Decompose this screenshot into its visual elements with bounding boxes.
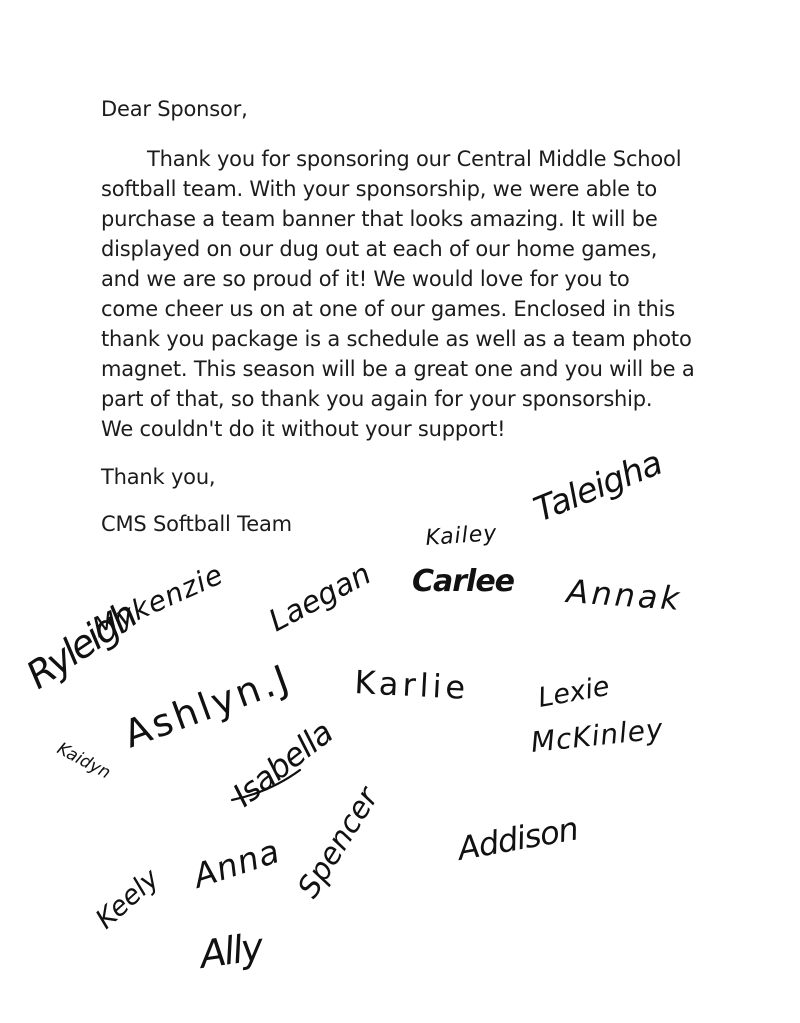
- letter-body-line: displayed on our dug out at each of our home games,: [101, 237, 658, 261]
- signature-karlie: [354, 663, 470, 707]
- svg-text:Addison: Addison: [454, 809, 581, 868]
- svg-text:Mykenzie: Mykenzie: [87, 557, 229, 645]
- signature-carlee: [412, 564, 515, 599]
- svg-text:Carlee: Carlee: [412, 564, 515, 599]
- signature-annak: [563, 572, 683, 618]
- letter-closing: Thank you,: [101, 465, 216, 489]
- letter-body-line: come cheer us on at one of our games. Enclosed in this: [101, 297, 676, 321]
- svg-text:Spencer: Spencer: [291, 781, 386, 905]
- signature-ally: [194, 924, 267, 977]
- letter-body-line: thank you package is a schedule as well as a team photo: [101, 327, 692, 351]
- signature-taleigha: [528, 443, 667, 530]
- svg-text:Kailey: Kailey: [424, 521, 499, 551]
- letter-body-line: softball team. With your sponsorship, we were able to: [101, 177, 658, 201]
- signature-kailey: [425, 521, 498, 551]
- signature-ashlyn-j: [118, 655, 297, 756]
- svg-text:McKinley: McKinley: [529, 712, 666, 759]
- signature-lexie: [536, 671, 612, 714]
- letter-body-line: We couldn't do it without your support!: [101, 417, 506, 441]
- svg-text:Ryleigh: Ryleigh: [18, 593, 144, 698]
- letter-body-line: part of that, so thank you again for your sponsorship.: [101, 387, 653, 411]
- signature-isabella: [226, 713, 340, 814]
- svg-text:Taleigha: Taleigha: [528, 443, 668, 531]
- letter-greeting: Dear Sponsor,: [101, 97, 248, 121]
- svg-text:Keely: Keely: [89, 863, 166, 936]
- signature-laegan: [263, 557, 377, 640]
- signature-kaidyn: [54, 739, 114, 784]
- letter-body-line: magnet. This season will be a great one and you will be a: [101, 357, 695, 381]
- svg-text:Kaidyn: Kaidyn: [53, 738, 114, 784]
- signature-mckinley: [529, 712, 665, 759]
- svg-text:Lexie: Lexie: [535, 670, 612, 714]
- signature-anna: [187, 831, 285, 896]
- svg-text:Laegan: Laegan: [263, 556, 377, 640]
- svg-text:Ally: Ally: [197, 924, 265, 977]
- svg-text:Anna: Anna: [188, 831, 285, 896]
- letter-body-line: and we are so proud of it! We would love for you to: [101, 267, 630, 291]
- signature-ryleigh: [18, 593, 143, 697]
- letter-signoff: CMS Softball Team: [101, 512, 292, 536]
- svg-text:Annak: Annak: [565, 572, 684, 619]
- svg-text:Karlie: Karlie: [353, 663, 471, 707]
- svg-text:Isabella: Isabella: [225, 713, 340, 815]
- letter-body-line: Thank you for sponsoring our Central Middle School: [147, 147, 682, 171]
- svg-text:Ashlyn.J: Ashlyn.J: [118, 655, 297, 757]
- letter-body-line: purchase a team banner that looks amazing. It will be: [101, 207, 658, 231]
- signature-keely: [90, 862, 166, 935]
- signature-spencer: [291, 780, 387, 904]
- signature-addison: [453, 809, 581, 868]
